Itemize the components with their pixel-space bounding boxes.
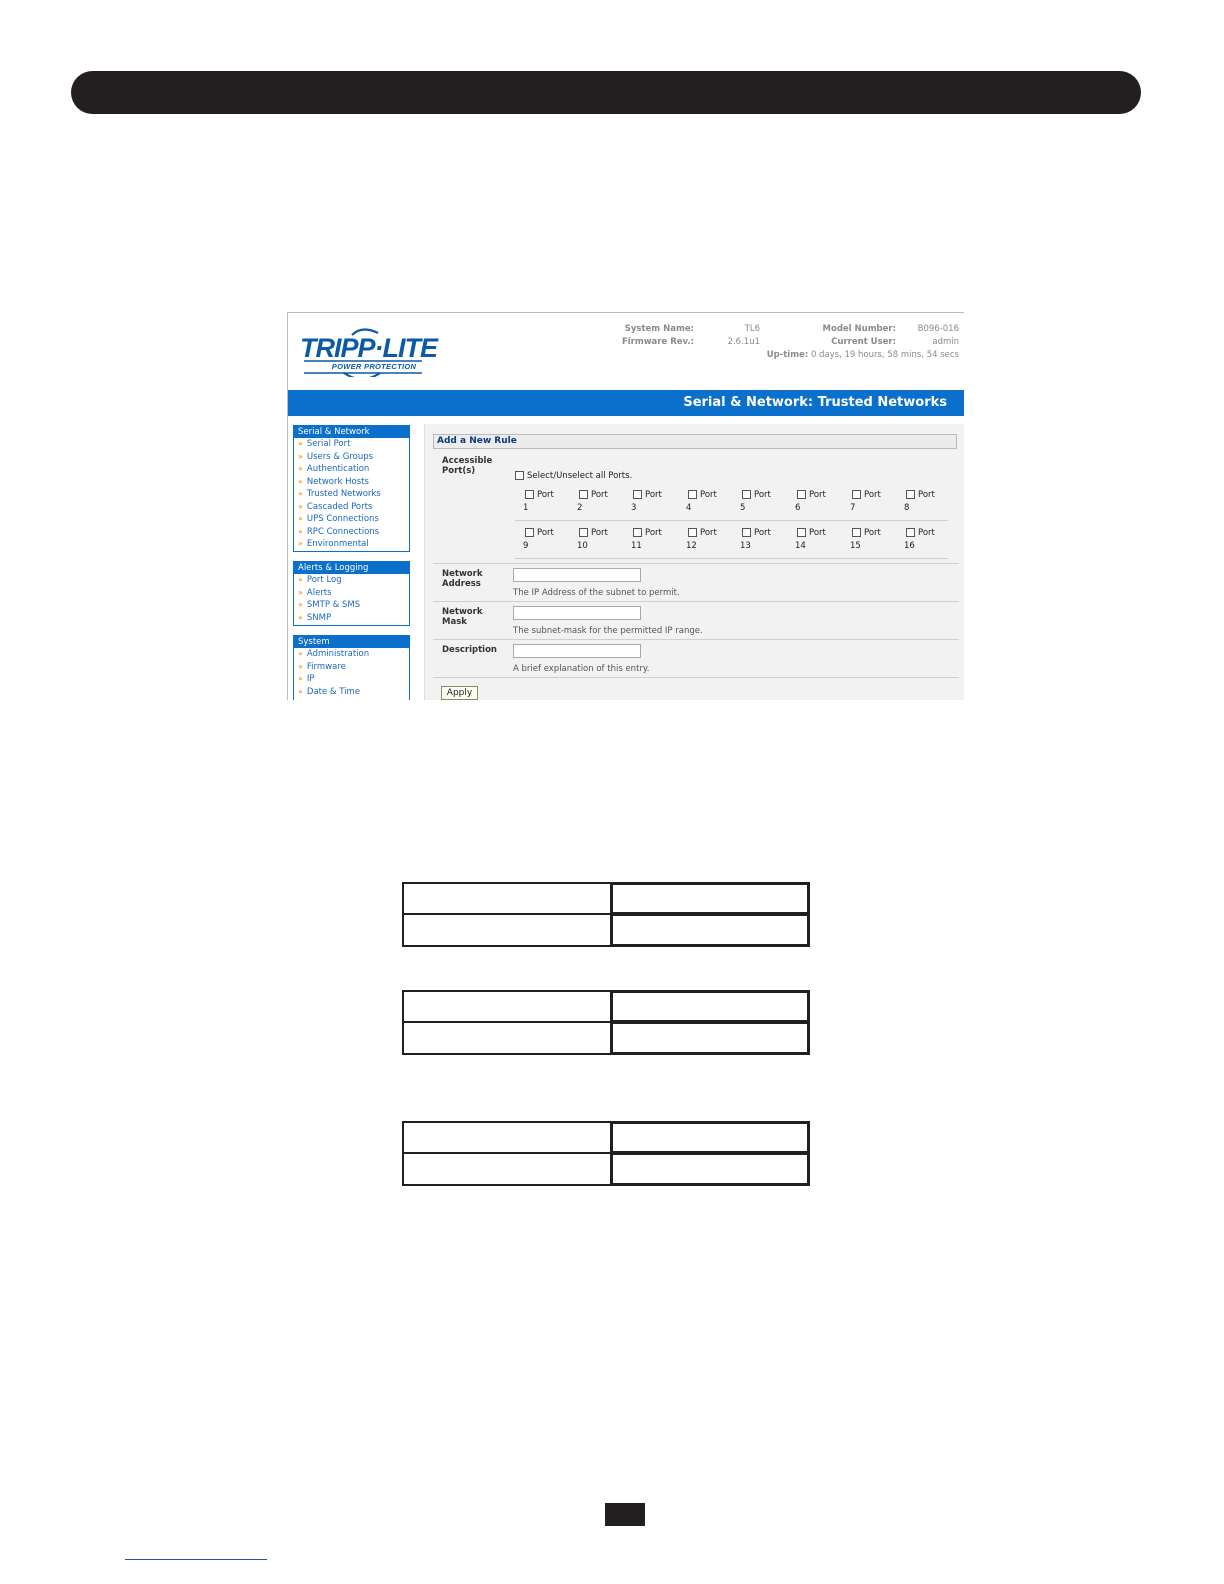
table-cell xyxy=(402,990,612,1023)
tripp-lite-logo xyxy=(300,327,437,377)
port-11-checkbox[interactable] xyxy=(633,528,642,537)
port-number: 4 xyxy=(686,503,692,513)
port-number: 14 xyxy=(795,541,806,551)
sidebar-item-port-log[interactable]: » Port Log xyxy=(298,575,342,585)
port-label: Port xyxy=(591,490,608,500)
table-cell xyxy=(402,1021,612,1055)
port-label: Port xyxy=(754,490,771,500)
logo-tagline: POWER PROTECTION xyxy=(331,362,417,371)
bullet-icon: » xyxy=(298,649,303,658)
table-2 xyxy=(402,990,810,1055)
sidebar-item-network-hosts[interactable]: » Network Hosts xyxy=(298,476,369,487)
select-all-ports-label: Select/Unselect all Ports. xyxy=(527,471,633,481)
port-7-checkbox[interactable] xyxy=(852,490,861,499)
logo-wordmark: TRIPP·LITE xyxy=(300,333,437,363)
sidebar-item-alerts[interactable]: » Alerts xyxy=(298,587,332,598)
port-number: 6 xyxy=(795,503,801,513)
content-panel xyxy=(424,424,964,700)
add-rule-header: Add a New Rule xyxy=(433,434,957,449)
table-cell xyxy=(610,990,810,1023)
description-label: Description xyxy=(442,645,497,655)
sidebar-item-ip[interactable]: » IP xyxy=(298,674,315,684)
bullet-icon: » xyxy=(298,439,303,448)
port-label: Port xyxy=(700,490,717,500)
section-divider xyxy=(433,677,959,678)
bullet-icon: » xyxy=(298,476,303,486)
table-1 xyxy=(402,882,810,947)
network-mask-hint: The subnet-mask for the permitted IP range. xyxy=(513,626,703,636)
uptime: Up-time: 0 days, 19 hours, 58 mins, 54 secs xyxy=(766,350,959,360)
bullet-icon: » xyxy=(298,501,303,511)
current-user-value: admin xyxy=(932,337,959,347)
port-label: Port xyxy=(537,528,554,538)
port-number: 16 xyxy=(904,541,915,551)
port-4-checkbox[interactable] xyxy=(688,490,697,499)
system-name-value: TL6 xyxy=(744,324,760,334)
firmware-label: Firmware Rev.: xyxy=(621,337,694,347)
table-cell xyxy=(402,1121,612,1154)
port-label: Port xyxy=(864,528,881,538)
port-10-checkbox[interactable] xyxy=(579,528,588,537)
bullet-icon: » xyxy=(298,600,303,609)
bullet-icon: » xyxy=(298,575,303,584)
network-address-hint: The IP Address of the subnet to permit. xyxy=(513,588,680,598)
port-13-checkbox[interactable] xyxy=(742,528,751,537)
sidebar-item-ups-connections[interactable]: » UPS Connections xyxy=(298,514,379,524)
port-label: Port xyxy=(700,528,717,538)
port-number: 9 xyxy=(523,541,529,551)
current-user-label: Current User: xyxy=(831,337,896,347)
table-cell xyxy=(610,882,810,915)
sidebar-group-title: Alerts & Logging xyxy=(294,562,409,574)
port-label: Port xyxy=(918,490,935,500)
table-cell xyxy=(610,1152,810,1186)
port-label: Port xyxy=(809,490,826,500)
network-address-label: Network Address xyxy=(442,569,483,589)
table-cell xyxy=(610,1121,810,1154)
bullet-icon: » xyxy=(298,464,303,473)
bullet-icon: » xyxy=(298,612,303,622)
port-5-checkbox[interactable] xyxy=(742,490,751,499)
table-cell xyxy=(610,913,810,947)
port-label: Port xyxy=(537,490,554,500)
table-cell xyxy=(402,1152,612,1186)
sidebar-item-smtp-sms[interactable]: » SMTP & SMS xyxy=(298,600,361,610)
network-mask-input[interactable] xyxy=(513,606,641,620)
sidebar-group-system xyxy=(293,635,410,700)
section-divider xyxy=(433,563,959,564)
network-address-input[interactable] xyxy=(513,568,641,582)
bullet-icon: » xyxy=(298,539,303,548)
bullet-icon: » xyxy=(298,526,303,536)
port-label: Port xyxy=(591,528,608,538)
port-number: 7 xyxy=(850,503,856,513)
network-mask-label: Network Mask xyxy=(442,607,483,627)
port-number: 11 xyxy=(631,541,642,551)
port-2-checkbox[interactable] xyxy=(579,490,588,499)
bullet-icon: » xyxy=(298,587,303,597)
port-15-checkbox[interactable] xyxy=(852,528,861,537)
sidebar-item-authentication[interactable]: » Authentication xyxy=(298,464,370,474)
port-3-checkbox[interactable] xyxy=(633,490,642,499)
apply-button[interactable]: Apply xyxy=(441,686,478,700)
section-divider xyxy=(433,601,959,602)
port-number: 10 xyxy=(577,541,588,551)
port-label: Port xyxy=(809,528,826,538)
page-title: Serial & Network: Trusted Networks xyxy=(683,395,947,410)
port-14-checkbox[interactable] xyxy=(797,528,806,537)
ports-row-divider xyxy=(515,558,948,559)
port-label: Port xyxy=(645,528,662,538)
web-ui-screenshot xyxy=(287,312,964,700)
sidebar-item-administration[interactable]: » Administration xyxy=(298,649,370,659)
bullet-icon: » xyxy=(298,489,303,498)
sidebar-item-rpc-connections[interactable]: » RPC Connections xyxy=(298,526,380,537)
sidebar-group-title: System xyxy=(294,636,409,648)
select-all-ports-checkbox[interactable] xyxy=(515,471,524,480)
section-divider xyxy=(433,639,959,640)
sidebar-group-title: Serial & Network xyxy=(294,426,409,438)
port-number: 5 xyxy=(740,503,746,513)
table-cell xyxy=(402,882,612,915)
sidebar-item-environmental[interactable]: » Environmental xyxy=(298,539,369,549)
sidebar-item-trusted-networks[interactable]: » Trusted Networks xyxy=(298,489,381,499)
port-label: Port xyxy=(645,490,662,500)
port-number: 8 xyxy=(904,503,910,513)
header-bar xyxy=(71,71,1141,114)
port-number: 3 xyxy=(631,503,637,513)
footer-link-underline xyxy=(125,1559,267,1560)
table-cell xyxy=(610,1021,810,1055)
sidebar-item-users-groups[interactable]: » Users & Groups xyxy=(298,451,374,462)
port-8-checkbox[interactable] xyxy=(906,490,915,499)
port-16-checkbox[interactable] xyxy=(906,528,915,537)
firmware-value: 2.6.1u1 xyxy=(727,337,760,347)
port-1-checkbox[interactable] xyxy=(525,490,534,499)
sidebar-item-firmware[interactable]: » Firmware xyxy=(298,661,346,672)
model-number-value: B096-016 xyxy=(917,324,959,334)
table-cell xyxy=(402,913,612,947)
sidebar-item-snmp[interactable]: » SNMP xyxy=(298,612,332,623)
port-number: 12 xyxy=(686,541,697,551)
port-label: Port xyxy=(918,528,935,538)
table-3 xyxy=(402,1121,810,1186)
sidebar-item-date-time[interactable]: » Date & Time xyxy=(298,686,361,697)
system-name-label: System Name: xyxy=(624,324,694,334)
port-number: 2 xyxy=(577,503,583,513)
ports-row-divider xyxy=(515,520,948,521)
port-label: Port xyxy=(754,528,771,538)
page-number-box xyxy=(605,1503,645,1526)
description-hint: A brief explanation of this entry. xyxy=(513,664,650,674)
port-number: 1 xyxy=(523,503,529,513)
bullet-icon: » xyxy=(298,451,303,461)
port-6-checkbox[interactable] xyxy=(797,490,806,499)
sidebar-item-serial-port[interactable]: » Serial Port xyxy=(298,439,351,449)
port-9-checkbox[interactable] xyxy=(525,528,534,537)
bullet-icon: » xyxy=(298,661,303,671)
port-number: 15 xyxy=(850,541,861,551)
sidebar-group-serial-network xyxy=(293,425,410,552)
port-12-checkbox[interactable] xyxy=(688,528,697,537)
bullet-icon: » xyxy=(298,686,303,696)
description-input[interactable] xyxy=(513,644,641,658)
port-label: Port xyxy=(864,490,881,500)
sidebar-item-cascaded-ports[interactable]: » Cascaded Ports xyxy=(298,501,373,512)
sidebar-group-alerts-logging xyxy=(293,561,410,626)
port-number: 13 xyxy=(740,541,751,551)
bullet-icon: » xyxy=(298,514,303,523)
page-title-band xyxy=(288,390,964,416)
bullet-icon: » xyxy=(298,674,303,683)
model-number-label: Model Number: xyxy=(822,324,896,334)
accessible-ports-label: Accessible Port(s) xyxy=(442,456,493,476)
